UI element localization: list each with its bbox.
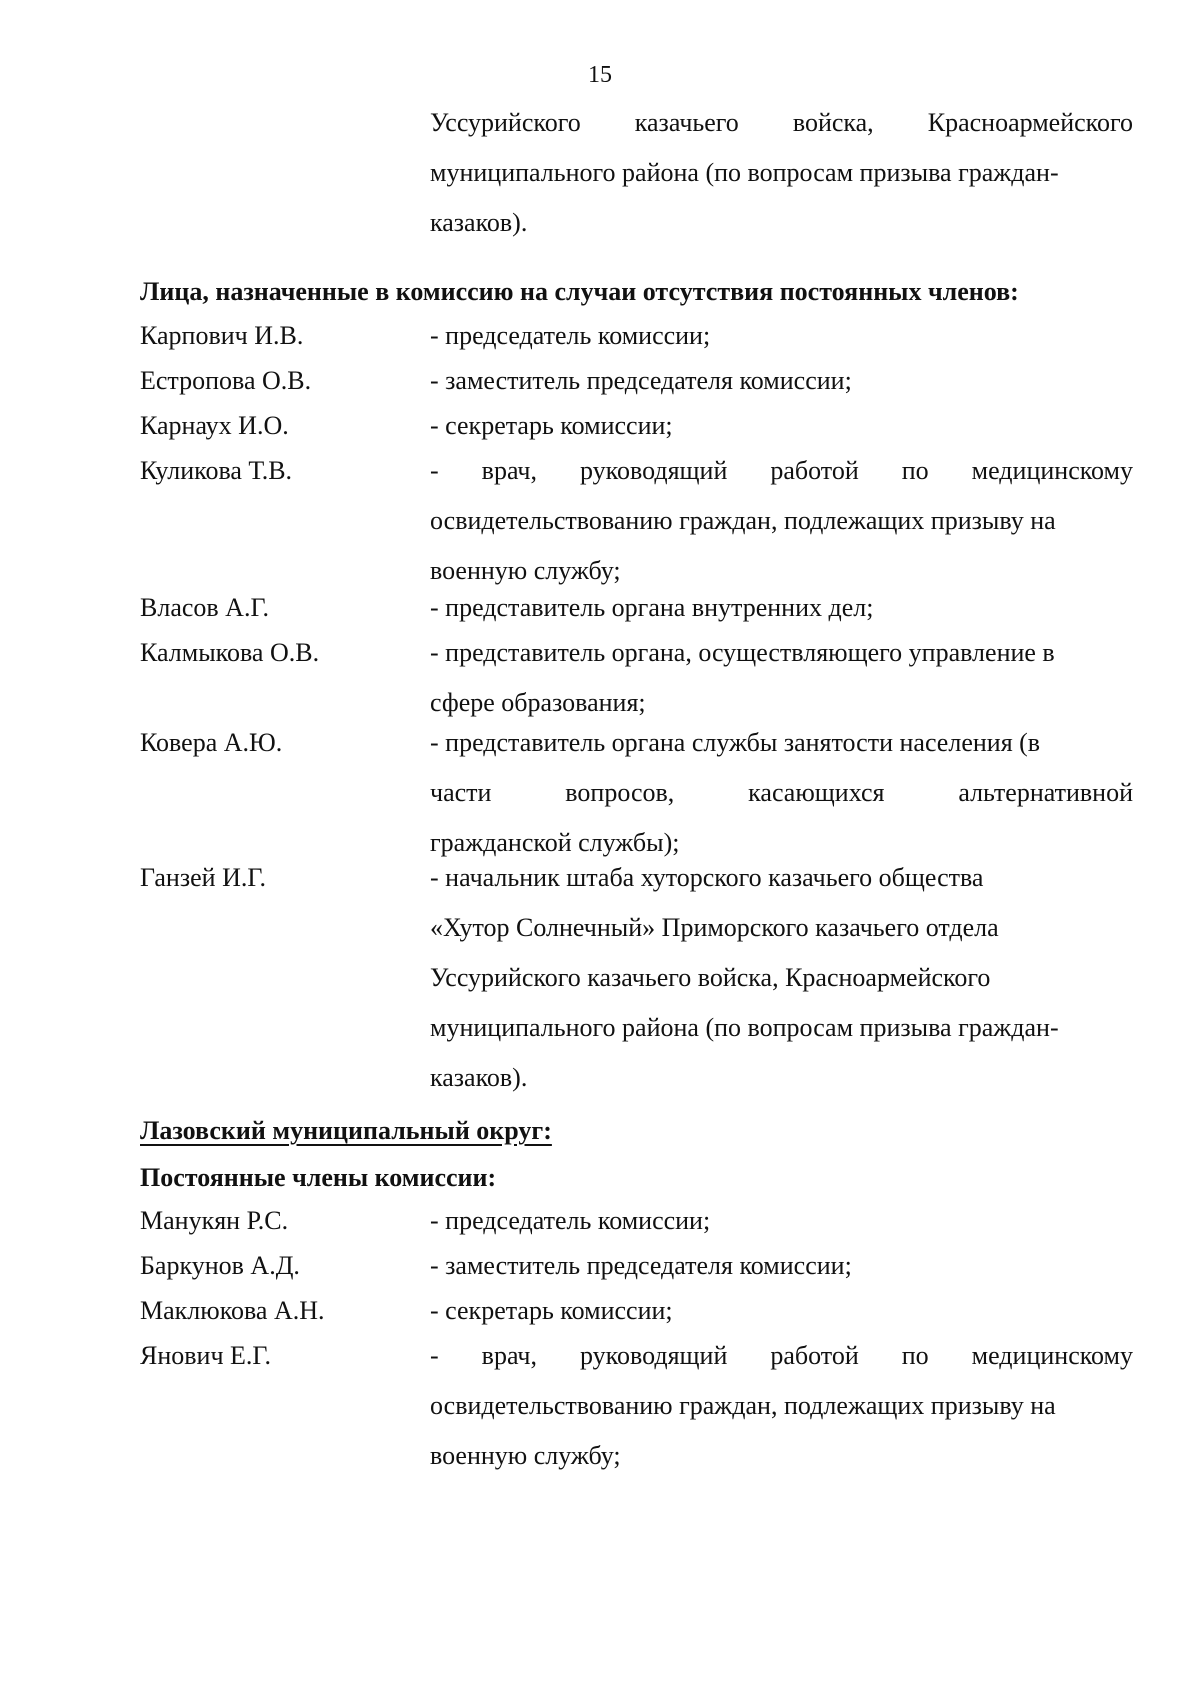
member-name: Власов А.Г. xyxy=(140,593,270,622)
member-name: Манукян Р.С. xyxy=(140,1206,289,1235)
continuation-line: Уссурийского казачьего войска, Красноармейского xyxy=(430,108,1133,137)
role-line: - заместитель председателя комиссии; xyxy=(430,1251,852,1280)
role-line: военную службу; xyxy=(430,1441,621,1470)
role-line: гражданской службы); xyxy=(430,828,680,857)
role-line: - секретарь комиссии; xyxy=(430,411,673,440)
member-entry xyxy=(140,446,1133,596)
member-entry xyxy=(140,1241,1133,1291)
role-line: - председатель комиссии; xyxy=(430,1206,711,1235)
member-name: Куликова Т.В. xyxy=(140,456,293,485)
role-line: «Хутор Солнечный» Приморского казачьего отдела xyxy=(430,913,999,942)
role-line: - заместитель председателя комиссии; xyxy=(430,366,852,395)
member-entry xyxy=(140,1331,1133,1481)
role-line: - председатель комиссии; xyxy=(430,321,711,350)
member-role xyxy=(430,1196,1133,1246)
role-line: - представитель органа службы занятости населения (в xyxy=(430,728,1041,757)
member-name: Ганзей И.Г. xyxy=(140,863,266,892)
role-line: - врач, руководящий работой по медицинскому xyxy=(430,456,1133,485)
member-role xyxy=(430,628,1133,728)
role-line: Уссурийского казачьего войска, Красноармейского xyxy=(430,963,991,992)
member-role xyxy=(430,356,1133,406)
member-name: Ковера А.Ю. xyxy=(140,728,283,757)
member-entry xyxy=(140,1196,1133,1246)
member-role xyxy=(430,446,1133,596)
role-line: - секретарь комиссии; xyxy=(430,1296,673,1325)
permanent-members-heading: Постоянные члены комиссии: xyxy=(140,1163,497,1192)
member-role xyxy=(430,1286,1133,1336)
role-line: - представитель органа, осуществляющего управление в xyxy=(430,638,1055,667)
role-line: - врач, руководящий работой по медицинскому xyxy=(430,1341,1133,1370)
role-line: освидетельствованию граждан, подлежащих призыву на xyxy=(430,506,1056,535)
district-title: Лазовский муниципальный округ: xyxy=(140,1116,552,1145)
member-name: Баркунов А.Д. xyxy=(140,1251,300,1280)
member-name: Янович Е.Г. xyxy=(140,1341,272,1370)
member-role xyxy=(430,401,1133,451)
role-line: муниципального района (по вопросам призыва граждан- xyxy=(430,1013,1059,1042)
member-name: Маклюкова А.Н. xyxy=(140,1296,325,1325)
member-name: Карпович И.В. xyxy=(140,321,304,350)
member-role xyxy=(430,1241,1133,1291)
member-role xyxy=(430,583,1133,633)
member-role xyxy=(430,1331,1133,1481)
continuation-line: казаков). xyxy=(430,208,528,237)
member-entry xyxy=(140,628,1133,728)
continuation-text xyxy=(430,98,1133,248)
member-role xyxy=(430,853,1133,1103)
member-role xyxy=(430,311,1133,361)
member-entry xyxy=(140,718,1133,868)
member-role xyxy=(430,718,1133,868)
member-name: Естропова О.В. xyxy=(140,366,312,395)
role-line: сфере образования; xyxy=(430,688,646,717)
member-entry xyxy=(140,311,1133,361)
member-entry xyxy=(140,583,1133,633)
member-entry xyxy=(140,853,1133,1103)
continuation-line: муниципального района (по вопросам призыва граждан- xyxy=(430,158,1059,187)
role-line: - представитель органа внутренних дел; xyxy=(430,593,874,622)
member-name: Калмыкова О.В. xyxy=(140,638,320,667)
member-name: Карнаух И.О. xyxy=(140,411,289,440)
role-line: - начальник штаба хуторского казачьего общества xyxy=(430,863,984,892)
role-line: казаков). xyxy=(430,1063,528,1092)
member-entry xyxy=(140,401,1133,451)
role-line: военную службу; xyxy=(430,556,621,585)
substitute-members-heading: Лица, назначенные в комиссию на случаи отсутствия постоянных членов: xyxy=(140,277,1019,306)
role-line: части вопросов, касающихся альтернативной xyxy=(430,778,1133,807)
role-line: освидетельствованию граждан, подлежащих призыву на xyxy=(430,1391,1056,1420)
page-number: 15 xyxy=(588,62,612,88)
member-entry xyxy=(140,356,1133,406)
member-entry xyxy=(140,1286,1133,1336)
